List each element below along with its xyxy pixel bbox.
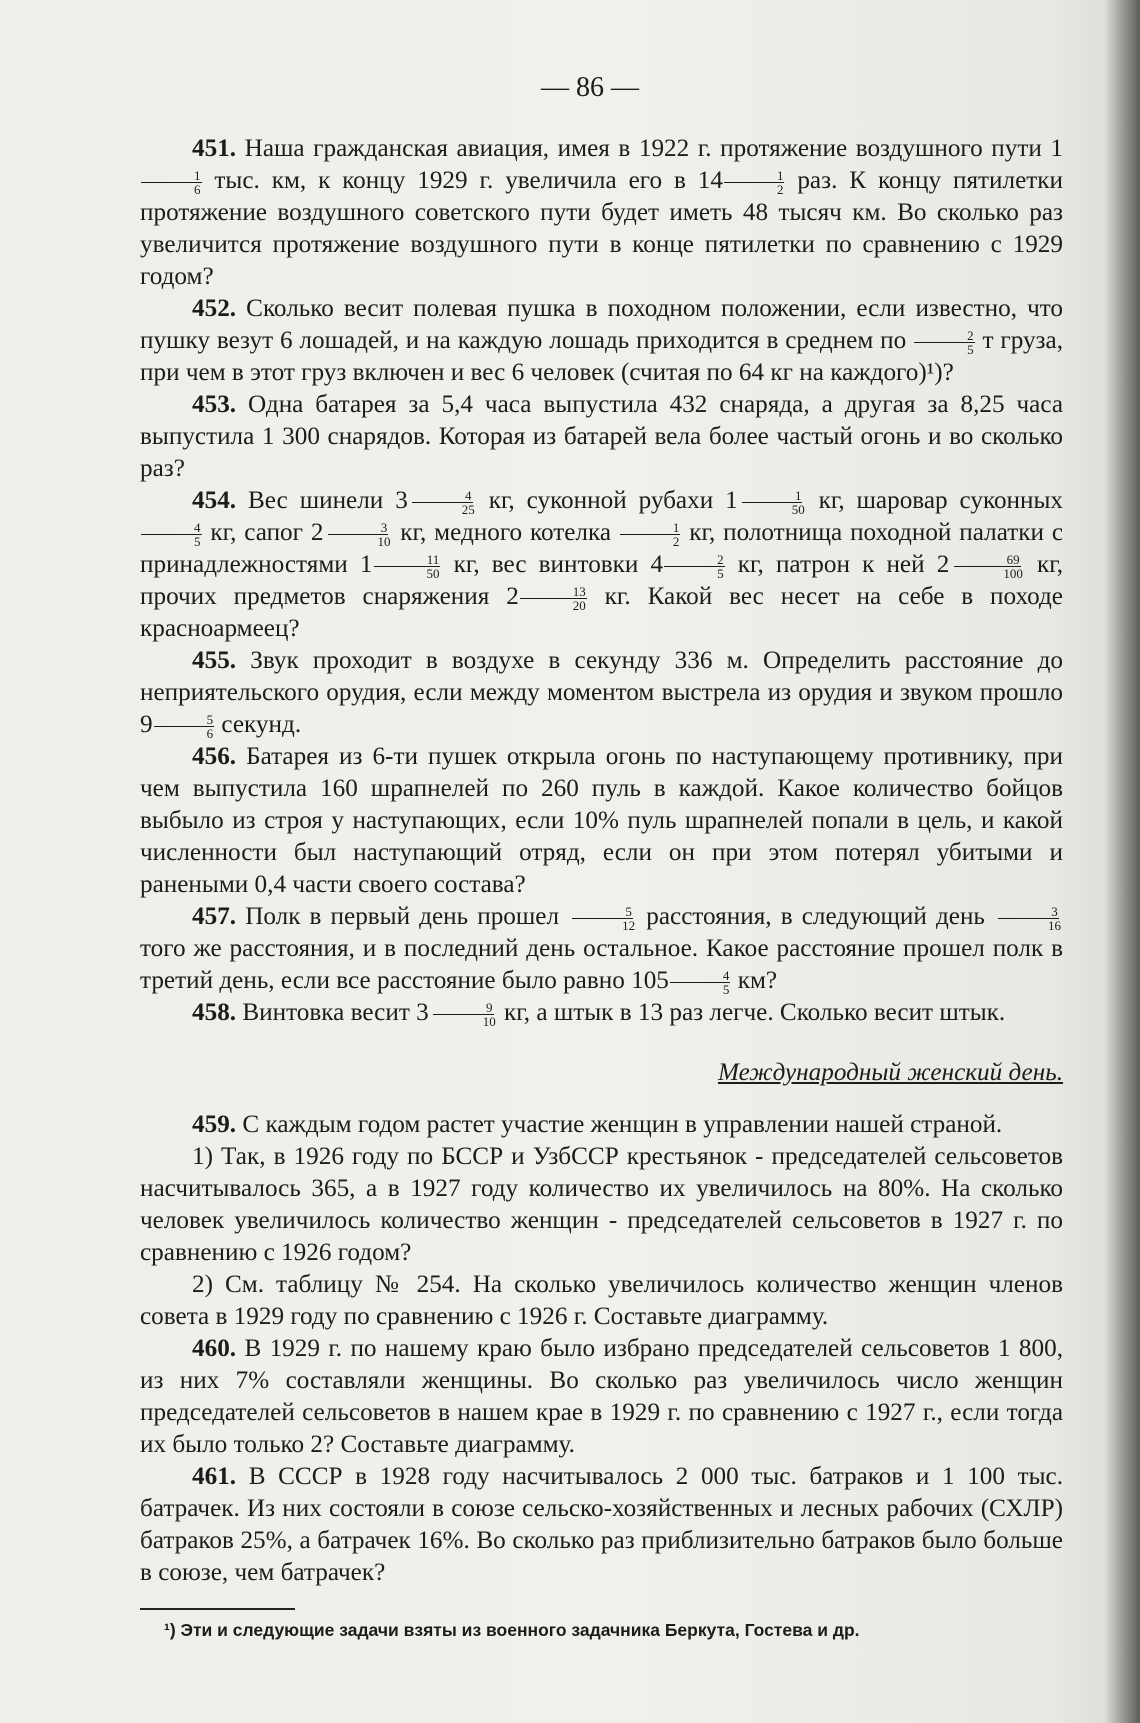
problem-452: 452. Сколько весит полевая пушка в походном положении, если известно, что пушку везут 6 лошадей, и на каждую лошадь приходится в среднем по $\frac{2}{5}$ т груза, при чем в этот груз включен и вес 6 человек (считая по 64 кг на каждого)¹)? [140,295,1064,386]
problem-459: 459. С каждым годом растет участие женщин в управлении нашей страной. [192,1111,1003,1138]
problem-number: 451. [192,135,237,162]
problem-459-part-2: 2) См. таблицу № 254. На сколько увеличилось количество женщин членов совета в 1929 году по сравнению с 1926 г. Составьте диаграмму. [140,1271,1063,1330]
problem-number: 460. [192,1335,237,1362]
problem-458: 458. Винтовка весит 3 $\frac{9}{10}$ кг, а штык в 13 раз легче. Сколько весит штык. [192,999,1006,1029]
problem-456: 456. Батарея из 6-ти пушек открыла огонь по наступающему противнику, при чем выпустила 160 шрапнелей по 260 пуль в каждой. Какое количество бойцов выбыло из строя у наступающих, если 10% пуль шрапнелей попали в цель, и какой численности был наступающий отряд, если он при этом потерял убитыми и ранеными 0,4 части своего состава? [140,743,1063,898]
book-spine-shadow [1106,0,1140,1723]
fraction: $\frac{1}{2}$ [724,169,785,196]
problem-number: 452. [192,295,237,322]
problem-460: 460. В 1929 г. по нашему краю было избрано председателей сельсоветов 1 800, из них 7% составляли женщины. Во сколько раз увеличилось число женщин председателей сельсоветов в нашем крае в 1929 г. по сравнению с 1927 г., если тогда их было только 2? Составьте диаграмму. [140,1335,1064,1458]
problem-number: 455. [192,647,237,674]
fraction: $\frac{1}{2}$ [620,521,681,548]
fraction: $\frac{5}{12}$ [569,905,636,932]
problem-number: 453. [192,391,237,418]
problem-number: 454. [192,487,237,514]
page-number: — 86 — [541,72,639,103]
footnote-divider [140,1608,295,1610]
problem-453: 453. Одна батарея за 5,4 часа выпустила 432 снаряда, а другая за 8,25 часа выпустила 1 300 снарядов. Которая из батарей вела более частый огонь и во сколько раз? [140,391,1064,482]
fraction: $\frac{3}{10}$ [324,521,391,548]
fraction: $\frac{3}{16}$ [995,905,1062,932]
problem-number: 457. [192,903,237,930]
fraction: $\frac{4}{5}$ [141,521,202,548]
fraction: $\frac{4}{5}$ [670,969,731,996]
fraction: $\frac{1}{50}$ [739,489,806,516]
problem-number: 456. [192,743,237,770]
fraction: $\frac{69}{100}$ [950,553,1024,580]
problem-461: 461. В СССР в 1928 году насчитывалось 2 000 тыс. батраков и 1 100 тыс. батрачек. Из них состояли в союзе сельско-хозяйственных и лесных рабочих (СХЛР) батраков 25%, а батрачек 16%. Во сколько раз приблизительно батраков было больше в союзе, чем батрачек? [140,1463,1063,1586]
fraction: $\frac{4}{25}$ [409,489,476,516]
section-title: Международный женский день. [717,1059,1063,1086]
problem-number: 459. [192,1111,237,1138]
fraction: $\frac{2}{5}$ [914,329,975,356]
problem-number: 458. [192,999,237,1026]
problem-457: 457. Полк в первый день прошел $\frac{5}{12}$ расстояния, в следующий день $\frac{3}{16}$ того же расстояния, и в последний день остальное. Какое расстояние прошел полк в третий день, если все расстояние было равно 105 $\frac{4}{5}$ км? [140,903,1063,997]
problem-455: 455. Звук проходит в воздухе в секунду 336 м. Определить расстояние до неприятельского орудия, если между моментом выстрела из орудия и звуком прошло 9 $\frac{5}{6}$ секунд. [140,647,1063,741]
fraction: $\frac{5}{6}$ [154,713,215,740]
problem-number: 461. [192,1463,237,1490]
footnote: ¹) Эти и следующие задачи взяты из военного задачника Беркута, Гостева и др. [164,1620,860,1640]
problem-459-part-1: 1) Так, в 1926 году по БССР и УзбССР крестьянок - председателей сельсоветов насчитывалось 365, а в 1927 году количество их увеличилось на 80%. На сколько человек увеличилось количество женщин - председателей сельсоветов в 1927 г. по сравнению с 1926 годом? [140,1143,1063,1266]
fraction: $\frac{9}{10}$ [430,1001,497,1028]
fraction: $\frac{1}{6}$ [141,169,202,196]
problem-454: 454. Вес шинели 3 $\frac{4}{25}$ кг, суконной рубахи 1 $\frac{1}{50}$ кг, шаровар суконных $\frac{4}{5}$ кг, сапог 2 $\frac{3}{10}$ кг, медного котелка $\frac{1}{2}$ кг, полотнища походной палатки с принадлежностями 1 $\frac{11}{50}$ кг, вес винтовки 4 $\frac{2}{5}$ кг, патрон к ней 2 $\frac{69}{100}$ кг, прочих предметов снаряжения 2 $\frac{13}{20}$ кг. Какой вес несет на себе в походе красноармеец? [140,487,1064,642]
fraction: $\frac{11}{50}$ [373,553,440,580]
fraction: $\frac{2}{5}$ [664,553,725,580]
fraction: $\frac{13}{20}$ [520,585,587,612]
page-body [140,133,1063,1589]
problem-451: 451. Наша гражданская авиация, имея в 1922 г. протяжение воздушного пути 1 $\frac{1}{6}$ тыс. км, к концу 1929 г. увеличила его в 14 $\frac{1}{2}$ раз. К концу пятилетки протяжение воздушного советского пути будет иметь 48 тысяч км. Во сколько раз увеличится протяжение воздушного пути в конце пятилетки по сравнению с 1929 годом? [140,135,1064,290]
